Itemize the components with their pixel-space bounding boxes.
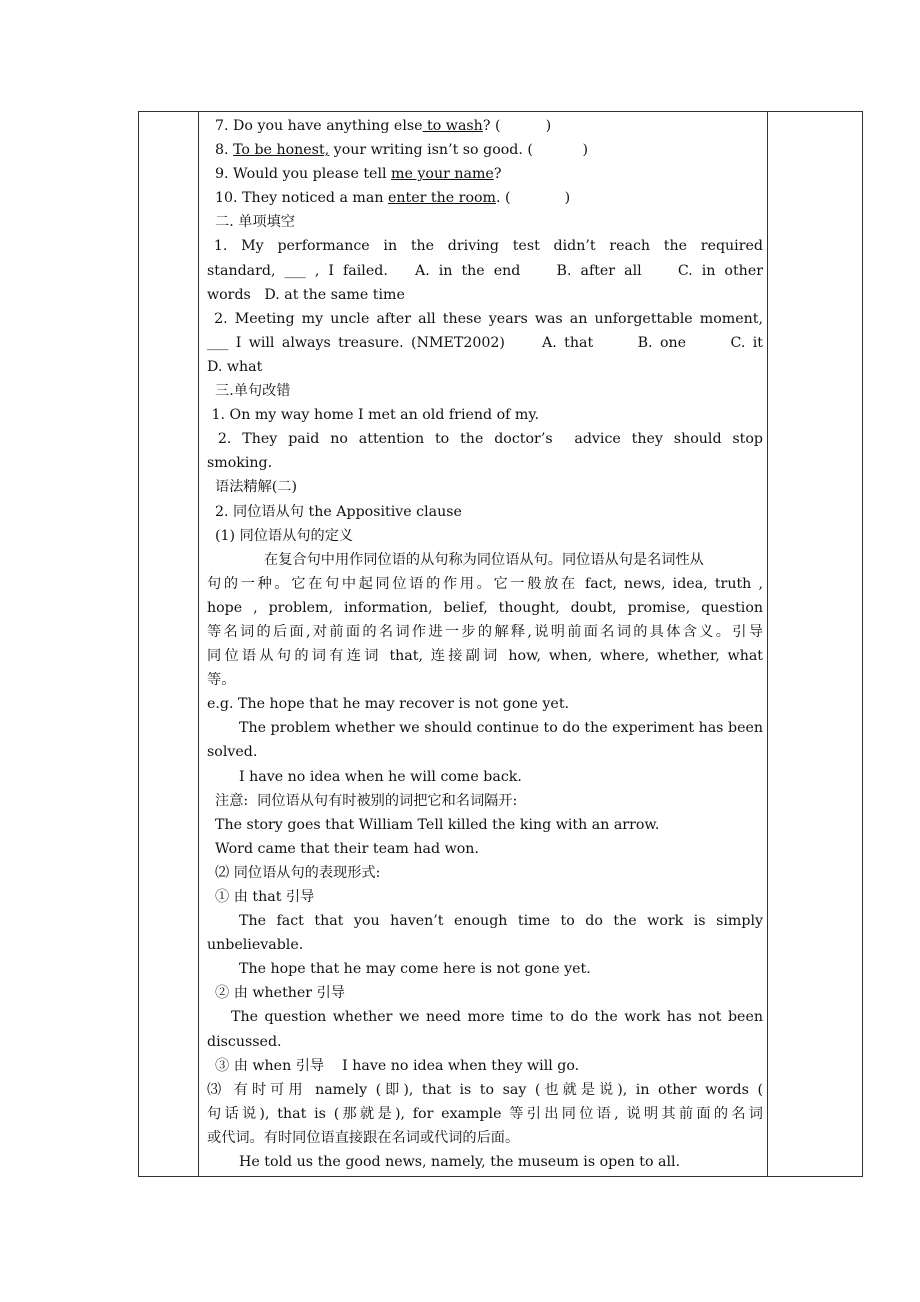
form-2-example-line-1: The question whether we need more time to do the work has not been [231, 1009, 763, 1026]
exercise-item-8: 8. To be honest, your writing isn’t so good. ( ) [215, 142, 589, 159]
form-1-example-1-line-2: unbelievable. [207, 937, 304, 954]
definition-line: 句的一种。它在句中起同位语的作用。它一般放在 fact, news, idea, truth , [207, 575, 763, 592]
table-row [139, 112, 863, 1177]
right-margin-cell [768, 112, 863, 1177]
form-1-example-1-line-1: The fact that you haven’t enough time to do the work is simply [239, 913, 763, 930]
grammar-topic: 2. 同位语从句 the Appositive clause [215, 503, 462, 520]
mc-question-2-line-1: 2. Meeting my uncle after all these years was an unforgettable moment, [207, 310, 763, 327]
left-margin-cell [139, 112, 199, 1177]
point-3-example: He told us the good news, namely, the museum is open to all. [239, 1154, 681, 1171]
exercise-item-7: 7. Do you have anything else to wash? ( ) [215, 118, 552, 134]
point-3-line: 或代词。有时同位语直接跟在名词或代词的后面。 [207, 1129, 520, 1146]
lesson-content [199, 112, 767, 1176]
section-heading-multiple-choice: 二. 单项填空 [215, 214, 295, 231]
note-example-1: The story goes that William Tell killed the king with an arrow. [215, 816, 660, 833]
correction-item-2-line-2: smoking. [207, 455, 273, 472]
example-2-line-2: solved. [207, 744, 258, 761]
exercise-item-9: 9. Would you please tell me your name? [215, 166, 502, 183]
point-3-line: ⑶ 有时可用 namely (即), that is to say (也就是说), in other words ( [207, 1081, 763, 1098]
definition-line: hope , problem, information, belief, thought, doubt, promise, question [207, 599, 763, 616]
mc-question-1-line-1: 1. My performance in the driving test didn’t reach the required [207, 238, 763, 255]
definition-line: 等。 [207, 672, 236, 689]
underlined-phrase: enter the room [388, 190, 496, 207]
point-3-line: 句话说), that is (那就是), for example 等引出同位语, 说明其前面的名词 [207, 1105, 763, 1122]
section-heading-error-correction: 三.单句改错 [215, 383, 291, 400]
definition-line: 等名词的后面,对前面的名词作进一步的解释,说明前面名词的具体含义。引导 [207, 623, 763, 640]
lesson-table [138, 111, 863, 1177]
note-example-2: Word came that their team had won. [215, 840, 479, 857]
form-2-example-line-2: discussed. [207, 1033, 282, 1050]
definition-line: 在复合句中用作同位语的从句称为同位语从句。同位语从句是名词性从 [264, 551, 704, 568]
example-3: I have no idea when he will come back. [239, 768, 522, 785]
definition-heading: (1) 同位语从句的定义 [215, 527, 354, 544]
form-2-heading: ② 由 whether 引导 [215, 985, 345, 1002]
underlined-phrase: to wash [422, 118, 483, 134]
underlined-phrase: me your name [391, 166, 494, 183]
correction-item-1: 1. On my way home I met an old friend of my. [207, 407, 540, 424]
mc-question-2-line-2: ___ I will always treasure. (NMET2002) A. that B. one C. it [207, 334, 763, 351]
correction-item-2-line-1: 2. They paid no attention to the doctor’s advice they should stop [207, 431, 764, 448]
example-2-line-1: The problem whether we should continue to do the experiment has been [239, 720, 763, 737]
underlined-phrase: To be honest, [233, 142, 330, 159]
form-1-heading: ① 由 that 引导 [215, 889, 315, 905]
mc-question-2-line-3: D. what [207, 358, 263, 375]
forms-heading: ⑵ 同位语从句的表现形式: [215, 864, 381, 881]
grammar-heading: 语法精解(二) [215, 479, 298, 496]
content-cell [199, 112, 768, 1177]
note: 注意: 同位语从句有时被别的词把它和名词隔开: [215, 792, 518, 809]
exercise-item-10: 10. They noticed a man enter the room. ( ) [215, 190, 571, 207]
form-1-example-2: The hope that he may come here is not gone yet. [239, 961, 591, 978]
definition-line: 同位语从句的词有连词 that, 连接副词 how, when, where, whether, what [207, 648, 763, 665]
mc-question-1-line-2: standard, ___ , I failed. A. in the end B. after all C. in other [207, 262, 763, 279]
example-1: e.g. The hope that he may recover is not gone yet. [207, 696, 570, 713]
mc-question-1-line-3: words D. at the same time [207, 286, 405, 303]
form-3: ③ 由 when 引导 I have no idea when they will go. [215, 1057, 580, 1074]
